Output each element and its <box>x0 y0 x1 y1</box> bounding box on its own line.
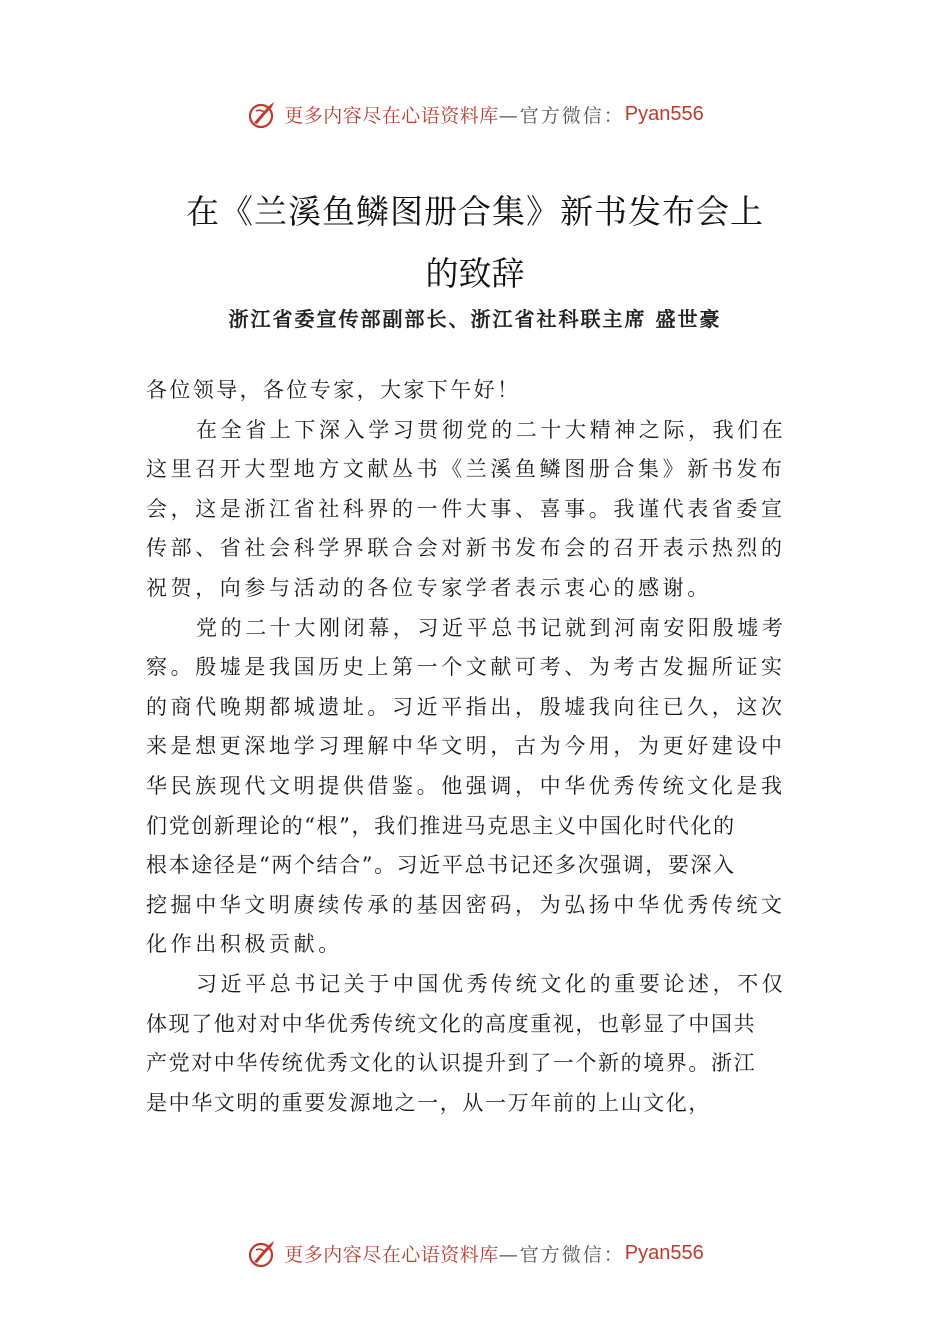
document-body <box>146 371 836 1123</box>
watermark-wechat-label: —官方微信： <box>498 104 625 127</box>
watermark-wechat-id: Pyan556 <box>624 1241 704 1264</box>
body-line: 会，这是浙江省社科界的一件大事、喜事。我谨代表省委宣 <box>146 496 786 521</box>
body-line: 习近平总书记关于中国优秀传统文化的重要论述，不仅 <box>196 971 787 996</box>
body-line: 是中华文明的重要发源地之一，从一万年前的上山文化， <box>146 1090 711 1115</box>
body-line: 华民族现代文明提供借鉴。他强调，中华优秀传统文化是我 <box>146 773 786 798</box>
body-line: 根本途径是“两个结合”。习近平总书记还多次强调，要深入 <box>146 853 736 878</box>
watermark-banner-top <box>0 94 950 134</box>
watermark-text: 更多内容尽在心语资料库 <box>284 104 499 127</box>
body-line: 挖掘中华文明赓续传承的基因密码，为弘扬中华优秀传统文 <box>146 892 786 917</box>
document-author: 浙江省委宣传部副部长、浙江省社科联主席 盛世豪 <box>228 307 722 331</box>
body-line: 这里召开大型地方文献丛书《兰溪鱼鳞图册合集》新书发布 <box>146 457 786 482</box>
watermark-wechat-label: —官方微信： <box>498 1243 625 1266</box>
brush-logo-icon <box>246 97 280 131</box>
body-line: 在全省上下深入学习贯彻党的二十大精神之际，我们在 <box>196 417 787 442</box>
watermark-text: 更多内容尽在心语资料库 <box>284 1243 499 1266</box>
body-line: 的商代晚期都城遗址。习近平指出，殷墟我向往已久，这次 <box>146 694 786 719</box>
body-line: 党的二十大刚闭幕，习近平总书记就到河南安阳殷墟考 <box>196 615 787 640</box>
body-line: 祝贺，向参与活动的各位专家学者表示衷心的感谢。 <box>146 575 712 600</box>
watermark-banner-bottom <box>0 1233 950 1273</box>
body-line: 化作出积极贡献。 <box>146 932 343 957</box>
greeting-line: 各位领导，各位专家，大家下午好！ <box>146 378 521 402</box>
body-line: 察。殷墟是我国历史上第一个文献可考、为考古发掘所证实 <box>146 655 786 680</box>
brush-logo-icon <box>246 1236 280 1270</box>
body-line: 传部、省社会科学界联合会对新书发布会的召开表示热烈的 <box>146 536 786 561</box>
body-line: 们党创新理论的“根”，我们推进马克思主义中国化时代化的 <box>146 813 736 838</box>
document-title-line-1: 在《兰溪鱼鳞图册合集》新书发布会上 <box>186 192 764 231</box>
body-line: 体现了他对对中华优秀传统文化的高度重视，也彰显了中国共 <box>146 1011 757 1036</box>
document-title-line-2: 的致辞 <box>425 254 525 293</box>
watermark-wechat-id: Pyan556 <box>624 102 704 125</box>
body-line: 产党对中华传统优秀文化的认识提升到了一个新的境界。浙江 <box>146 1051 757 1076</box>
body-line: 来是想更深地学习理解中华文明，古为今用，为更好建设中 <box>146 734 786 759</box>
